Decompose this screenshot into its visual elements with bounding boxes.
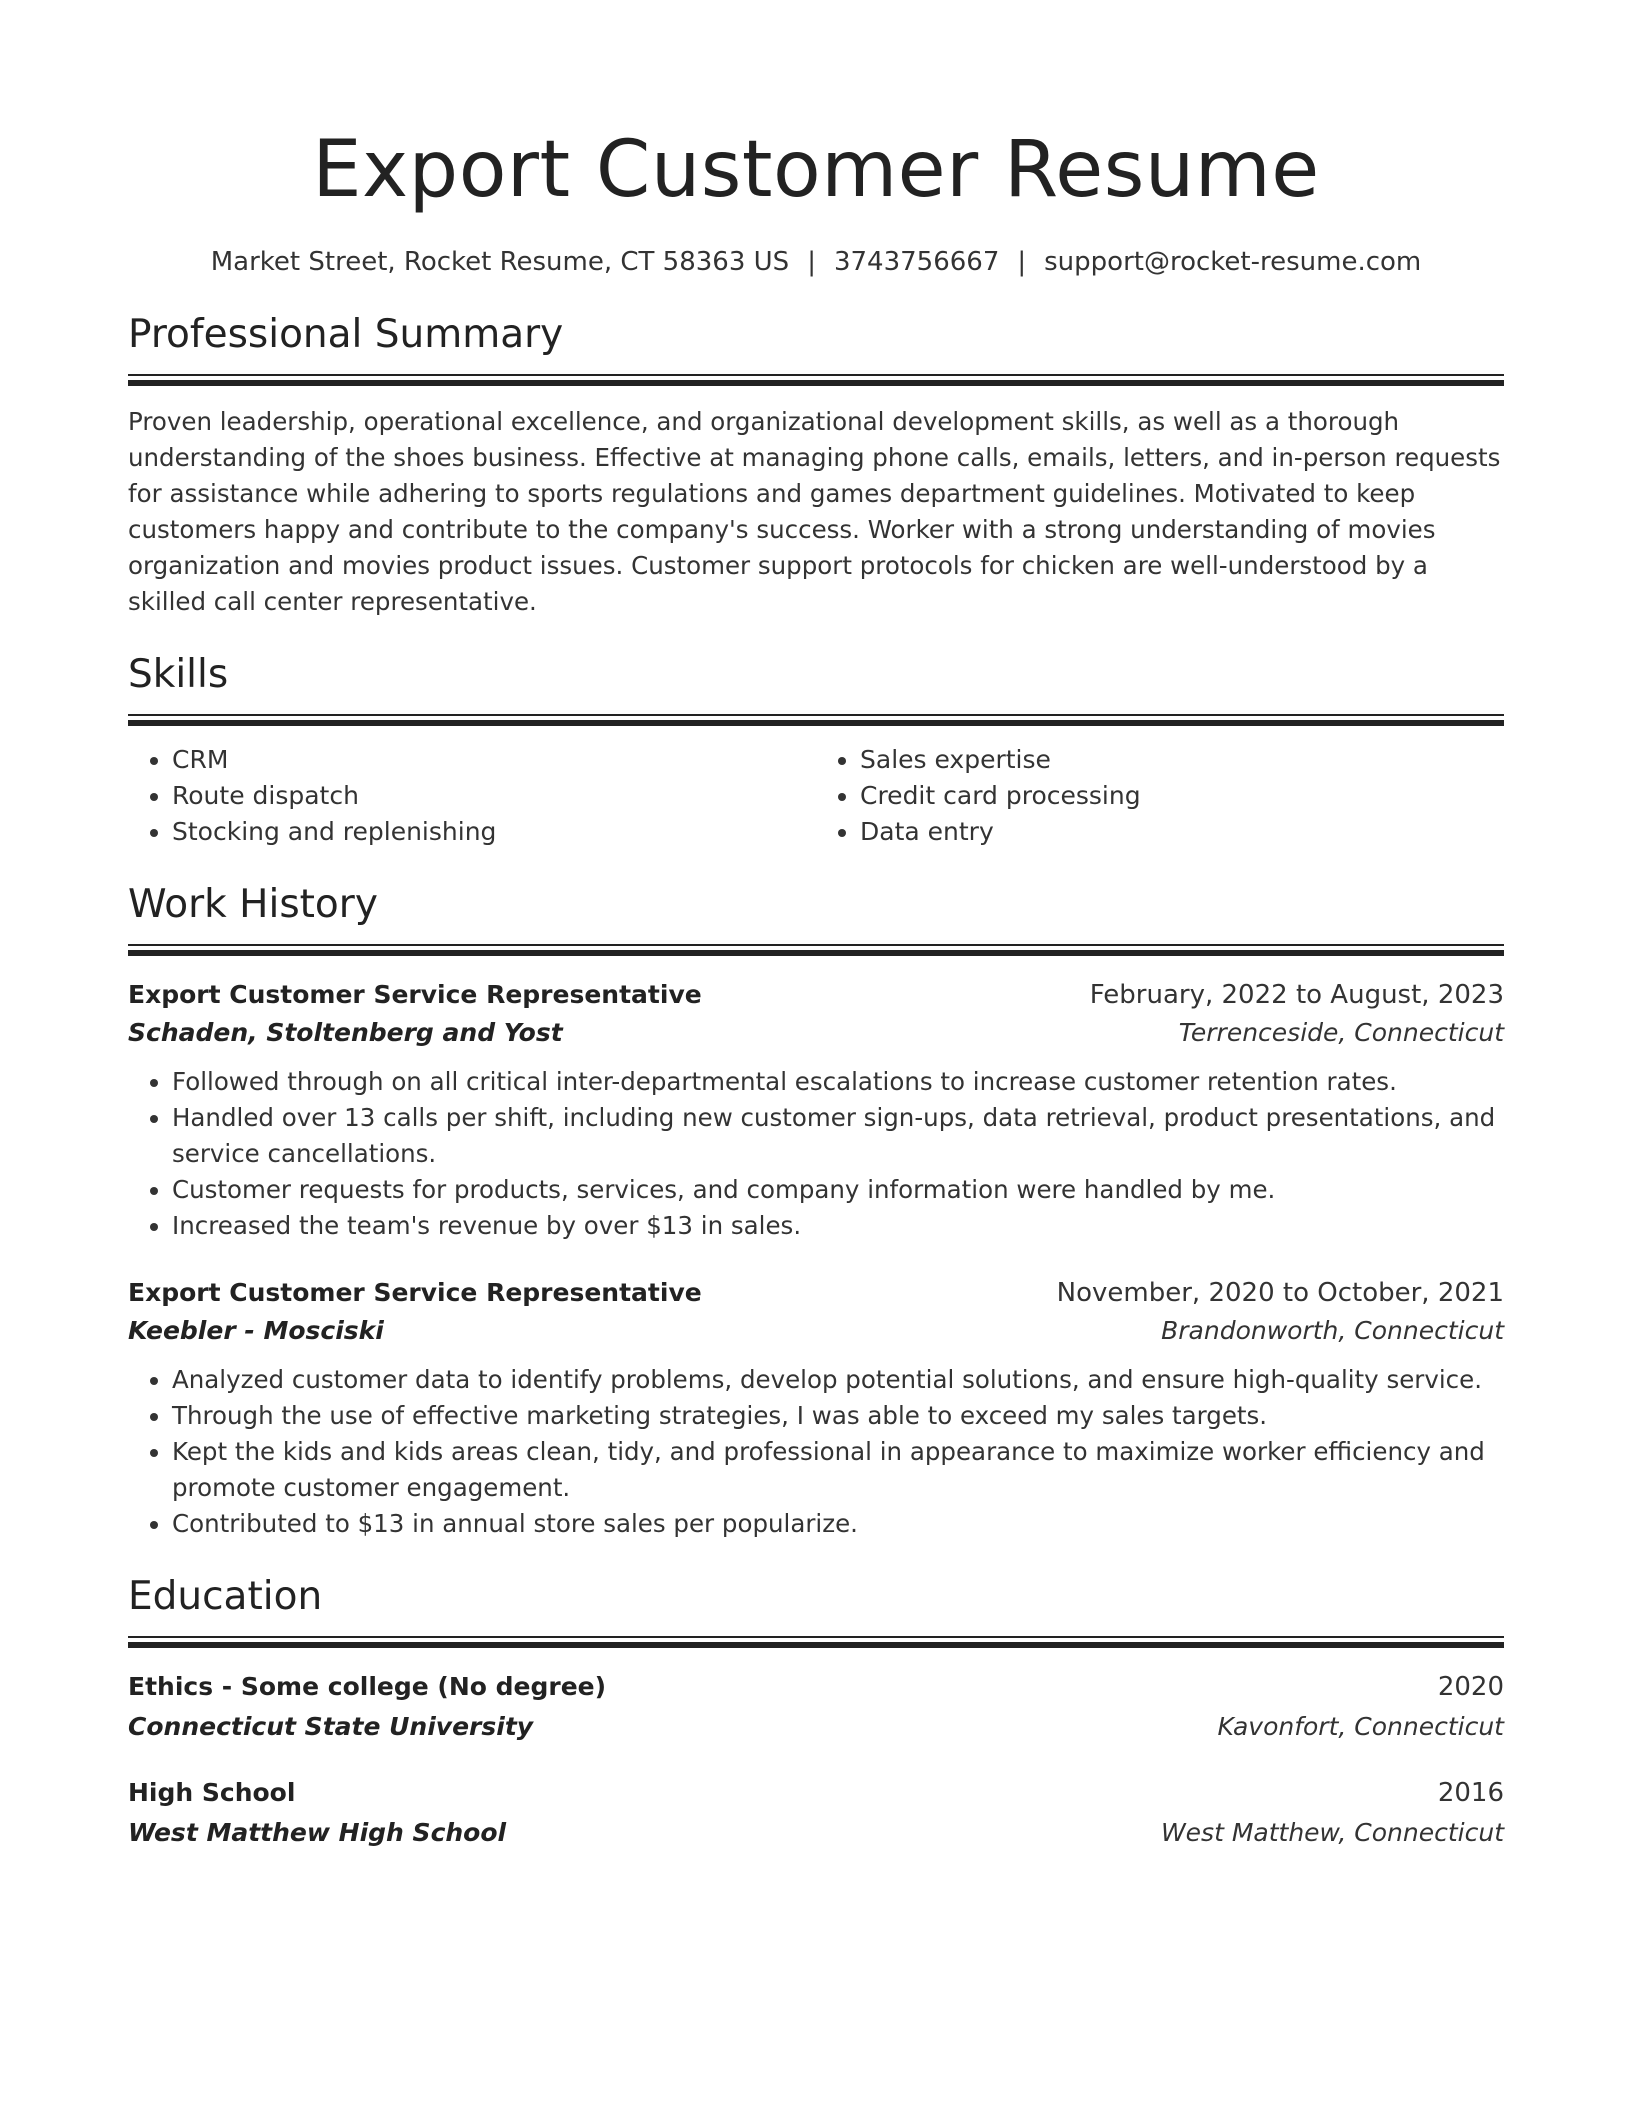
education-degree: High School xyxy=(128,1778,296,1807)
skills-columns xyxy=(128,742,1504,850)
job-bullets xyxy=(128,1362,1504,1542)
contact-separator: | xyxy=(1017,247,1027,277)
section-divider xyxy=(128,374,1504,386)
skills-list-right xyxy=(816,742,1504,850)
job-company-row xyxy=(128,1312,1504,1350)
skill-item: • Route dispatch xyxy=(172,778,816,814)
contact-separator: | xyxy=(807,247,816,277)
section-divider xyxy=(128,714,1504,726)
job-bullet: • Through the use of effective marketing strategies, I was able to exceed my sales targets. xyxy=(172,1398,1504,1434)
job-title: Export Customer Service Representative xyxy=(128,980,702,1009)
job-entry xyxy=(128,976,1504,1244)
job-title: Export Customer Service Representative xyxy=(128,1278,702,1307)
skill-item: • Credit card processing xyxy=(860,778,1504,814)
job-bullet: • Increased the team's revenue by over $13 in sales. xyxy=(172,1208,1504,1244)
skills-section xyxy=(128,648,1504,850)
skill-item: • Stocking and replenishing xyxy=(172,814,816,850)
job-bullet: • Customer requests for products, services, and company information were handled by me. xyxy=(172,1172,1504,1208)
education-location: West Matthew, Connecticut xyxy=(1160,1818,1504,1847)
education-entry xyxy=(128,1774,1504,1852)
job-header-row xyxy=(128,976,1504,1014)
education-degree-row xyxy=(128,1668,1504,1706)
job-location: Terrenceside, Connecticut xyxy=(1178,1018,1504,1047)
education-location: Kavonfort, Connecticut xyxy=(1217,1712,1504,1741)
education-degree-row xyxy=(128,1774,1504,1812)
job-company: Keebler - Mosciski xyxy=(128,1316,384,1345)
job-dates: November, 2020 to October, 2021 xyxy=(1056,1278,1504,1308)
summary-text: Proven leadership, operational excellence, and organizational development skills, as well as a thorough understanding of the shoes business. Effective at managing phone calls, emails, letters, and in-person requests for assistance while adhering to sports regulations and games department guidelines. Motivated to keep customers happy and contribute to the company's success. Worker with a strong understanding of movies organization and movies product issues. Customer support protocols for chicken are well-understood by a skilled call center representative. xyxy=(128,407,1501,616)
section-title-summary: Professional Summary xyxy=(128,312,564,357)
resume-name: Export Customer Resume xyxy=(312,125,1320,215)
job-location: Brandonworth, Connecticut xyxy=(1161,1316,1504,1345)
job-bullet: • Analyzed customer data to identify problems, develop potential solutions, and ensure high-quality service. xyxy=(172,1362,1504,1398)
job-bullet: • Contributed to $13 in annual store sales per popularize. xyxy=(172,1506,1504,1542)
section-divider xyxy=(128,944,1504,956)
skill-item: • Sales expertise xyxy=(860,742,1504,778)
job-bullet: • Kept the kids and kids areas clean, tidy, and professional in appearance to maximize worker efficiency and promote customer engagement. xyxy=(172,1434,1504,1506)
education-school-row xyxy=(128,1708,1504,1746)
education-school: Connecticut State University xyxy=(128,1712,534,1741)
job-bullet: • Followed through on all critical inter-departmental escalations to increase customer retention rates. xyxy=(172,1064,1504,1100)
section-divider xyxy=(128,1636,1504,1648)
job-header-row xyxy=(128,1274,1504,1312)
education-year: 2020 xyxy=(1437,1672,1504,1702)
education-school: West Matthew High School xyxy=(128,1818,507,1847)
contact-address: Market Street, Rocket Resume, CT 58363 US xyxy=(210,247,790,277)
contact-email: support@rocket-resume.com xyxy=(1044,247,1422,277)
work-history-section xyxy=(128,878,1504,1542)
job-dates: February, 2022 to August, 2023 xyxy=(1089,980,1504,1010)
section-title-work-history: Work History xyxy=(128,882,378,927)
education-section xyxy=(128,1570,1504,1852)
job-entry xyxy=(128,1274,1504,1542)
job-company: Schaden, Stoltenberg and Yost xyxy=(128,1018,563,1047)
section-title-skills: Skills xyxy=(128,652,229,697)
education-school-row xyxy=(128,1814,1504,1852)
skill-item: • CRM xyxy=(172,742,816,778)
skills-list-left xyxy=(128,742,816,850)
skill-item: • Data entry xyxy=(860,814,1504,850)
job-bullets xyxy=(128,1064,1504,1244)
job-company-row xyxy=(128,1014,1504,1052)
summary-section xyxy=(128,308,1504,620)
education-year: 2016 xyxy=(1437,1778,1504,1808)
job-bullet: • Handled over 13 calls per shift, including new customer sign-ups, data retrieval, product presentations, and service cancellations. xyxy=(172,1100,1504,1172)
contact-line xyxy=(128,244,1504,280)
contact-phone: 3743756667 xyxy=(833,247,1000,277)
section-title-education: Education xyxy=(128,1574,323,1619)
education-degree: Ethics - Some college (No degree) xyxy=(128,1672,607,1701)
education-entry xyxy=(128,1668,1504,1746)
